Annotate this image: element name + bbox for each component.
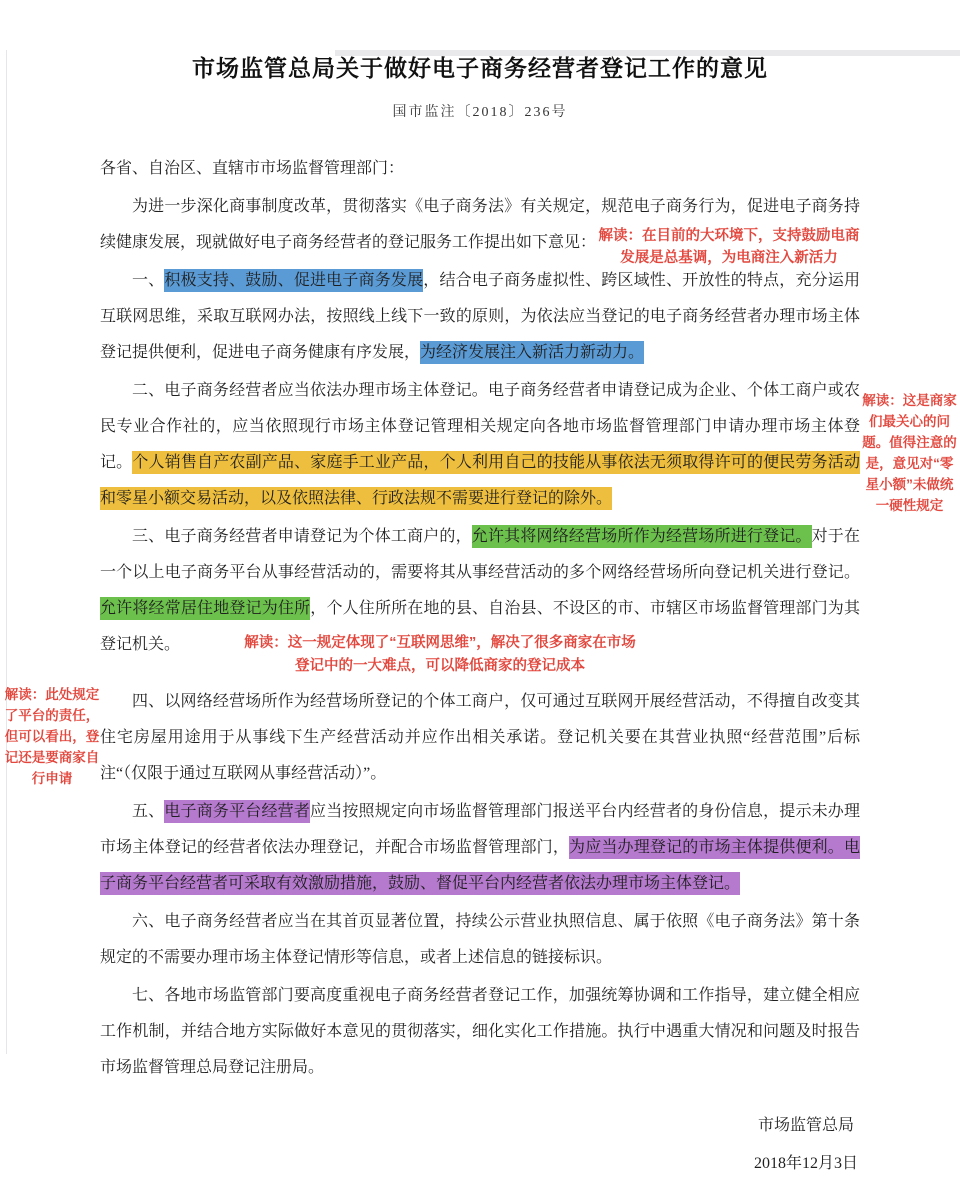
text-segment: 六、电子商务经营者应当在其首页显著位置，持续公示营业执照信息、属于依照《电子商务法》第十条规定的不需要办理市场主体登记情形等信息，或者上述信息的链接标识。 [100, 913, 860, 966]
paragraph-item-4 [100, 684, 860, 792]
text-segment: 一、 [132, 272, 165, 289]
annotation-margin-left: 解读：此处规定了平台的责任，但可以看出，登记还是要商家自行申请 [4, 687, 100, 786]
paragraph-item-1 [100, 263, 860, 371]
paragraph-item-6 [100, 904, 860, 976]
highlighted-text-segment: 为应当办理登记的市场主体提供便利。电子商务平台经营者可采取有效激励措施，鼓励、督促平台内经营者依法办理市场主体登记。 [100, 836, 860, 895]
highlighted-text-segment: 允许将经常居住地登记为住所 [100, 597, 310, 620]
annotation-intro-right: 解读：在目前的大环境下，支持鼓励电商发展是总基调，为电商注入新活力 [598, 228, 860, 266]
document-number: 国市监注〔2018〕236号 [392, 105, 568, 120]
annotation-margin-right: 解读：这是商家们最关心的问题。值得注意的是，意见对“零星小额”未做统一硬性规定 [862, 393, 957, 513]
paragraph-item-7 [100, 978, 860, 1086]
text-segment: 三、电子商务经营者申请登记为个体工商户的， [132, 528, 472, 545]
highlighted-text-segment: 为经济发展注入新活力新动力。 [420, 341, 644, 364]
document-body [0, 50, 960, 1182]
signature-agency: 市场监管总局 [757, 1117, 854, 1134]
highlighted-text-segment: 积极支持、鼓励、促进电子商务发展 [164, 269, 423, 292]
text-segment: 五、 [132, 803, 165, 820]
text-segment: 四、以网络经营场所作为经营场所登记的个体工商户，仅可通过互联网开展经营活动，不得擅自改变其住宅房屋用途用于从事线下生产经营活动并应作出相关承诺。登记机关要在其营业执照“经营范围”后标注“（仅限于通过互联网从事经营活动）”。 [100, 693, 860, 782]
highlighted-text-segment: 个人销售自产农副产品、家庭手工业产品，个人利用自己的技能从事依法无须取得许可的便民劳务活动和零星小额交易活动，以及依照法律、行政法规不需要进行登记的除外。 [100, 451, 860, 510]
text-segment: ，结合电子商务虚拟性、跨区域性、开放性的特点，充分运用互联网思维，采取互联网办法，按照线上线下一致的原则，为依法应当登记的电子商务经营者办理市场主体登记提供便利，促进电子商务健康有序发展， [100, 272, 860, 361]
salutation-line: 各省、自治区、直辖市市场监督管理部门： [100, 160, 405, 177]
text-segment: 二、电子商务经营者应当依法办理市场主体登记。电子商务经营者申请登记成为企业、个体工商户或农民专业合作社的，应当依照现行市场主体登记管理相关规定向各地市场监督管理部门申请办理市场主体登记。 [100, 382, 860, 471]
text-segment: 七、各地市场监管部门要高度重视电子商务经营者登记工作，加强统筹协调和工作指导，建立健全相应工作机制，并结合地方实际做好本意见的贯彻落实，细化实化工作措施。执行中遇重大情况和问题及时报告市场监督管理总局登记注册局。 [100, 987, 860, 1076]
document-page [0, 50, 960, 1172]
text-segment: 对于在一个以上电子商务平台从事经营活动的，需要将其从事经营活动的多个网络经营场所向登记机关进行登记。 [100, 528, 860, 581]
signature-date: 2018年12月3日 [753, 1155, 858, 1172]
highlighted-text-segment: 允许其将网络经营场所作为经营场所进行登记。 [472, 525, 812, 548]
paragraph-item-5 [100, 794, 860, 902]
annotation-under-item3: 解读：这一规定体现了“互联网思维”，解决了很多商家在市场登记中的一大难点，可以降低商家的登记成本 [244, 635, 636, 674]
intro-section [100, 189, 860, 266]
text-segment: 应当按照规定向市场监督管理部门报送平台内经营者的身份信息，提示未办理市场主体登记的经营者依法办理登记，并配合市场监督管理部门， [100, 803, 860, 856]
document-title: 市场监管总局关于做好电子商务经营者登记工作的意见 [192, 55, 768, 81]
paragraph-item-2 [100, 373, 860, 517]
highlighted-text-segment: 电子商务平台经营者 [164, 800, 310, 823]
text-segment: ，个人住所所在地的县、自治县、不设区的市、市辖区市场监督管理部门为其登记机关。 [100, 600, 860, 653]
text-segment: 为进一步深化商事制度改革，贯彻落实《电子商务法》有关规定，规范电子商务行为，促进电子商务持续健康发展，现就做好电子商务经营者的登记服务工作提出如下意见： [100, 198, 860, 251]
